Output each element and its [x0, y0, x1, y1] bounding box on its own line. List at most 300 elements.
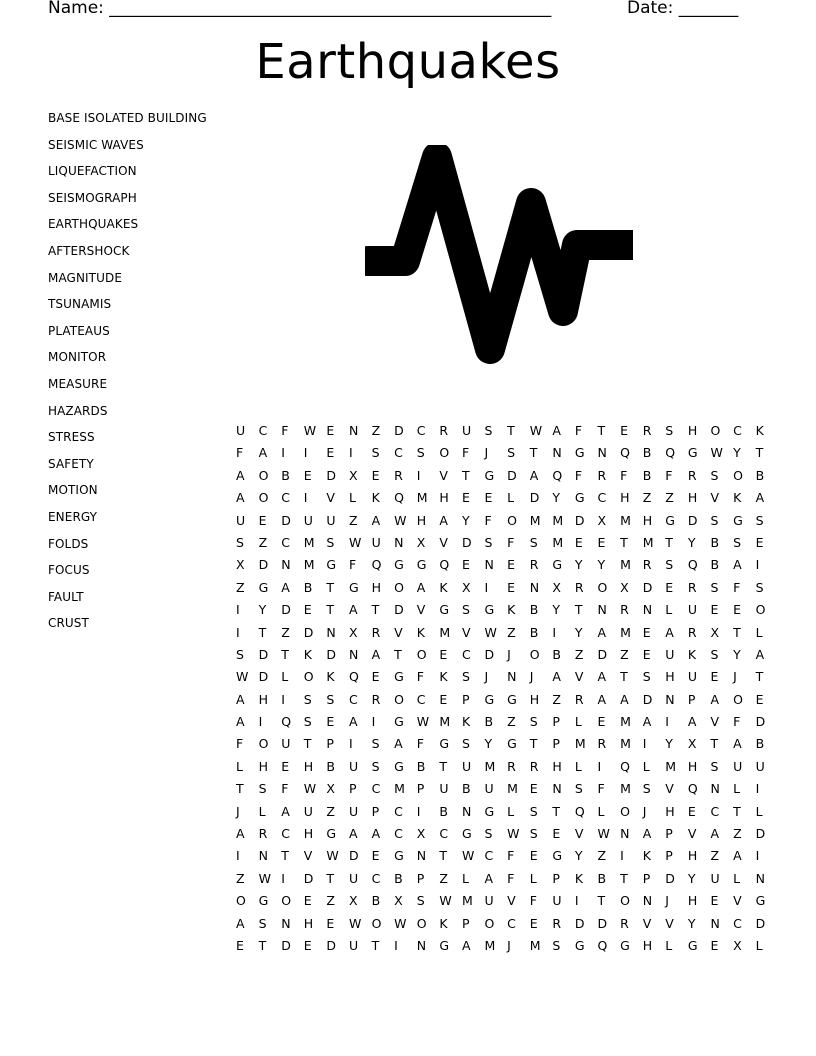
- grid-letter: P: [348, 781, 357, 797]
- grid-letter: U: [348, 870, 359, 886]
- grid-letter: S: [642, 669, 651, 685]
- grid-letter: S: [665, 557, 674, 573]
- grid-letter: S: [461, 669, 470, 685]
- grid-letter: J: [236, 803, 240, 819]
- grid-letter: G: [484, 691, 495, 707]
- grid-letter: S: [529, 826, 538, 842]
- grid-letter: E: [507, 579, 516, 595]
- grid-row: [236, 825, 778, 847]
- grid-letter: N: [665, 691, 675, 707]
- grid-letter: I: [755, 848, 760, 864]
- grid-letter: B: [529, 624, 539, 640]
- grid-letter: S: [484, 826, 493, 842]
- grid-letter: E: [574, 534, 583, 550]
- grid-letter: N: [552, 781, 562, 797]
- grid-letter: E: [687, 803, 696, 819]
- grid-letter: C: [281, 534, 290, 550]
- grid-letter: S: [416, 445, 425, 461]
- grid-letter: N: [620, 826, 630, 842]
- grid-letter: E: [236, 937, 244, 953]
- grid-letter: E: [755, 691, 764, 707]
- grid-letter: E: [303, 467, 312, 483]
- grid-letter: A: [755, 490, 765, 506]
- grid-letter: U: [236, 423, 246, 438]
- grid-letter: M: [303, 557, 315, 573]
- grid-letter: V: [665, 781, 674, 797]
- grid-letter: B: [710, 534, 720, 550]
- word-list-item: HAZARDS: [48, 403, 108, 418]
- grid-letter: P: [416, 781, 425, 797]
- grid-letter: F: [236, 445, 244, 461]
- grid-letter: W: [710, 445, 723, 461]
- grid-letter: C: [484, 848, 494, 864]
- grid-letter: U: [687, 602, 698, 618]
- grid-letter: N: [597, 445, 607, 461]
- grid-letter: M: [642, 534, 654, 550]
- word-list-item: SEISMOGRAPH: [48, 190, 137, 205]
- grid-letter: E: [258, 512, 267, 528]
- grid-letter: D: [303, 870, 314, 886]
- grid-letter: S: [484, 423, 493, 438]
- grid-letter: F: [281, 423, 289, 438]
- grid-letter: T: [394, 646, 402, 662]
- grid-letter: E: [710, 893, 719, 909]
- grid-letter: I: [574, 893, 579, 909]
- grid-letter: G: [484, 803, 495, 819]
- grid-letter: W: [529, 423, 543, 438]
- grid-letter: B: [394, 870, 403, 886]
- grid-letter: P: [461, 915, 470, 931]
- grid-letter: T: [461, 467, 470, 483]
- grid-letter: I: [665, 714, 669, 730]
- grid-letter: R: [574, 579, 584, 595]
- grid-letter: M: [416, 490, 428, 506]
- grid-letter: S: [258, 915, 267, 931]
- grid-letter: S: [710, 467, 719, 483]
- grid-letter: J: [665, 893, 669, 909]
- grid-letter: E: [281, 758, 290, 774]
- grid-letter: Z: [733, 826, 742, 842]
- grid-letter: Y: [687, 534, 696, 550]
- grid-row: [236, 444, 778, 466]
- grid-letter: C: [439, 826, 449, 842]
- grid-letter: A: [710, 691, 720, 707]
- grid-letter: N: [552, 445, 562, 461]
- grid-letter: A: [642, 826, 652, 842]
- grid-letter: K: [687, 646, 697, 662]
- grid-letter: Z: [642, 490, 652, 506]
- grid-letter: A: [642, 714, 652, 730]
- grid-letter: T: [236, 781, 244, 797]
- grid-letter: G: [755, 893, 766, 909]
- grid-letter: C: [710, 803, 720, 819]
- grid-letter: N: [416, 937, 427, 953]
- grid-letter: D: [665, 870, 675, 886]
- grid-letter: B: [416, 758, 426, 774]
- grid-letter: A: [755, 646, 765, 662]
- grid-letter: T: [258, 937, 267, 953]
- grid-letter: J: [733, 669, 737, 685]
- grid-letter: I: [281, 445, 285, 461]
- grid-letter: W: [394, 512, 407, 528]
- grid-letter: F: [416, 736, 424, 752]
- grid-letter: G: [394, 557, 404, 573]
- grid-letter: H: [439, 490, 449, 506]
- grid-letter: T: [597, 423, 606, 438]
- grid-letter: A: [348, 602, 358, 618]
- grid-letter: F: [665, 467, 673, 483]
- grid-letter: O: [733, 691, 743, 707]
- grid-letter: Q: [439, 557, 450, 573]
- grid-letter: E: [371, 669, 380, 685]
- grid-letter: A: [236, 490, 245, 506]
- grid-letter: T: [439, 848, 447, 864]
- grid-letter: H: [642, 937, 653, 953]
- grid-letter: W: [303, 781, 317, 797]
- grid-letter: L: [574, 758, 582, 774]
- grid-letter: P: [665, 848, 673, 864]
- grid-letter: Y: [733, 646, 741, 662]
- grid-letter: U: [303, 803, 313, 819]
- grid-letter: L: [258, 803, 266, 819]
- grid-letter: F: [348, 557, 357, 573]
- grid-letter: K: [439, 915, 448, 931]
- word-list-item: EARTHQUAKES: [48, 217, 139, 232]
- grid-letter: B: [710, 557, 720, 573]
- grid-row: [236, 489, 778, 511]
- grid-letter: Y: [484, 736, 493, 752]
- grid-letter: V: [303, 848, 313, 864]
- grid-letter: S: [529, 534, 538, 550]
- grid-letter: M: [620, 781, 631, 797]
- grid-letter: E: [529, 915, 538, 931]
- grid-letter: P: [642, 870, 651, 886]
- grid-letter: F: [574, 467, 583, 483]
- grid-letter: B: [529, 602, 539, 618]
- grid-letter: T: [326, 602, 335, 618]
- grid-letter: U: [371, 534, 381, 550]
- grid-letter: S: [461, 602, 470, 618]
- grid-letter: D: [348, 848, 359, 864]
- grid-letter: X: [552, 579, 561, 595]
- grid-letter: F: [461, 445, 470, 461]
- grid-row: [236, 870, 778, 892]
- grid-letter: U: [484, 781, 494, 797]
- grid-row: [236, 780, 778, 802]
- grid-letter: V: [416, 602, 426, 618]
- grid-letter: F: [529, 893, 537, 909]
- grid-letter: N: [597, 602, 607, 618]
- grid-letter: X: [348, 467, 358, 483]
- grid-letter: R: [529, 557, 539, 573]
- word-list-item: TSUNAMIS: [48, 297, 112, 312]
- grid-letter: M: [552, 534, 564, 550]
- grid-letter: T: [371, 602, 380, 618]
- grid-letter: I: [394, 937, 398, 953]
- grid-letter: E: [710, 602, 719, 618]
- grid-letter: C: [733, 423, 742, 438]
- grid-letter: D: [281, 512, 291, 528]
- grid-letter: E: [461, 490, 470, 506]
- grid-letter: Q: [620, 758, 630, 774]
- grid-letter: G: [416, 557, 427, 573]
- grid-letter: Z: [326, 803, 335, 819]
- grid-letter: C: [394, 826, 403, 842]
- grid-letter: R: [507, 758, 516, 774]
- grid-letter: E: [371, 467, 380, 483]
- grid-letter: T: [371, 937, 380, 953]
- grid-letter: X: [733, 937, 742, 953]
- grid-letter: A: [733, 848, 742, 864]
- grid-letter: U: [439, 781, 449, 797]
- grid-letter: H: [258, 691, 268, 707]
- grid-letter: A: [665, 624, 674, 640]
- grid-letter: Y: [687, 915, 696, 931]
- grid-letter: Y: [461, 512, 470, 528]
- grid-letter: C: [507, 915, 516, 931]
- grid-letter: O: [439, 445, 450, 461]
- grid-letter: S: [529, 803, 538, 819]
- grid-letter: V: [574, 669, 584, 685]
- grid-letter: D: [258, 669, 269, 685]
- grid-letter: M: [439, 624, 451, 640]
- grid-letter: G: [394, 669, 404, 685]
- grid-letter: T: [620, 669, 628, 685]
- grid-letter: D: [597, 646, 608, 662]
- grid-letter: K: [507, 602, 516, 618]
- grid-letter: H: [303, 826, 314, 842]
- grid-letter: L: [574, 714, 582, 730]
- word-list-item: SEISMIC WAVES: [48, 137, 144, 152]
- grid-letter: E: [597, 534, 606, 550]
- grid-letter: T: [597, 893, 606, 909]
- grid-letter: B: [642, 467, 652, 483]
- grid-letter: T: [439, 758, 447, 774]
- grid-letter: J: [529, 669, 534, 685]
- grid-letter: Q: [597, 937, 608, 953]
- grid-letter: A: [394, 736, 403, 752]
- grid-letter: F: [733, 714, 741, 730]
- grid-letter: M: [665, 758, 677, 774]
- grid-letter: P: [552, 736, 560, 752]
- grid-letter: U: [461, 758, 472, 774]
- grid-letter: T: [710, 736, 719, 752]
- grid-letter: I: [348, 736, 353, 752]
- grid-letter: L: [755, 937, 763, 953]
- grid-letter: N: [755, 870, 766, 886]
- grid-letter: O: [394, 579, 404, 595]
- word-list-item: FAULT: [48, 589, 84, 604]
- grid-letter: M: [484, 758, 496, 774]
- grid-letter: P: [552, 870, 560, 886]
- grid-letter: Z: [348, 512, 358, 528]
- grid-letter: I: [620, 848, 624, 864]
- grid-letter: X: [416, 534, 426, 550]
- grid-letter: B: [303, 579, 313, 595]
- grid-letter: R: [597, 736, 607, 752]
- grid-letter: Y: [552, 602, 560, 618]
- grid-letter: J: [484, 445, 489, 461]
- grid-letter: A: [416, 579, 426, 595]
- grid-letter: C: [371, 781, 381, 797]
- grid-letter: M: [394, 781, 405, 797]
- word-list: [48, 110, 207, 642]
- grid-letter: Z: [326, 893, 335, 909]
- grid-letter: L: [642, 758, 650, 774]
- grid-letter: B: [484, 714, 494, 730]
- grid-letter: E: [439, 646, 448, 662]
- grid-letter: S: [461, 736, 470, 752]
- grid-letter: V: [733, 893, 742, 909]
- grid-letter: S: [303, 691, 312, 707]
- grid-row: [236, 646, 778, 668]
- grid-letter: A: [236, 691, 245, 707]
- grid-letter: A: [371, 512, 381, 528]
- grid-letter: E: [642, 624, 651, 640]
- grid-letter: E: [303, 937, 312, 953]
- grid-letter: U: [755, 758, 765, 774]
- grid-letter: H: [642, 512, 653, 528]
- grid-letter: N: [258, 848, 268, 864]
- word-list-item: MOTION: [48, 483, 98, 498]
- grid-letter: Z: [507, 714, 516, 730]
- grid-letter: G: [439, 602, 450, 618]
- grid-letter: M: [620, 714, 631, 730]
- grid-letter: E: [326, 714, 335, 730]
- grid-letter: Q: [552, 467, 563, 483]
- grid-letter: D: [303, 624, 314, 640]
- grid-letter: U: [326, 512, 336, 528]
- grid-letter: O: [258, 736, 269, 752]
- grid-letter: N: [642, 893, 653, 909]
- grid-letter: V: [642, 915, 652, 931]
- grid-letter: S: [710, 579, 719, 595]
- grid-row: [236, 892, 778, 914]
- grid-letter: I: [642, 736, 647, 752]
- grid-letter: L: [597, 803, 605, 819]
- grid-letter: D: [281, 937, 291, 953]
- grid-letter: G: [326, 826, 337, 842]
- grid-letter: K: [439, 669, 448, 685]
- grid-letter: L: [665, 937, 673, 953]
- grid-letter: A: [236, 714, 245, 730]
- grid-letter: R: [258, 826, 268, 842]
- grid-letter: Z: [439, 870, 448, 886]
- grid-letter: I: [258, 714, 263, 730]
- grid-letter: C: [416, 423, 426, 438]
- grid-letter: L: [236, 758, 243, 774]
- grid-letter: S: [371, 445, 380, 461]
- grid-letter: A: [439, 512, 448, 528]
- grid-letter: S: [552, 937, 561, 953]
- grid-letter: D: [394, 423, 404, 438]
- grid-letter: W: [303, 423, 317, 438]
- word-list-item: MAGNITUDE: [48, 270, 123, 285]
- grid-letter: W: [484, 624, 497, 640]
- grid-letter: A: [597, 691, 607, 707]
- grid-letter: S: [529, 714, 538, 730]
- grid-letter: H: [552, 758, 562, 774]
- grid-letter: S: [507, 445, 516, 461]
- grid-letter: N: [394, 534, 404, 550]
- grid-letter: B: [642, 445, 652, 461]
- grid-letter: T: [733, 624, 741, 640]
- grid-letter: Z: [281, 624, 290, 640]
- grid-letter: T: [303, 736, 312, 752]
- grid-letter: V: [574, 826, 584, 842]
- grid-letter: E: [303, 893, 312, 909]
- grid-row: [236, 735, 778, 757]
- grid-letter: U: [303, 512, 313, 528]
- grid-letter: Y: [665, 736, 673, 752]
- grid-letter: Q: [665, 445, 676, 461]
- grid-row: [236, 937, 778, 959]
- grid-letter: M: [620, 624, 631, 640]
- grid-letter: N: [529, 579, 540, 595]
- grid-letter: D: [642, 691, 653, 707]
- grid-letter: X: [326, 781, 335, 797]
- grid-letter: A: [281, 579, 290, 595]
- grid-letter: D: [642, 579, 653, 595]
- grid-letter: X: [348, 624, 358, 640]
- grid-letter: V: [665, 915, 674, 931]
- grid-letter: W: [348, 534, 362, 550]
- grid-letter: E: [326, 445, 335, 461]
- grid-letter: U: [348, 803, 359, 819]
- grid-letter: P: [371, 803, 380, 819]
- grid-letter: G: [258, 893, 269, 909]
- grid-letter: A: [236, 915, 245, 931]
- grid-letter: F: [733, 579, 741, 595]
- grid-letter: M: [574, 736, 586, 752]
- grid-letter: O: [258, 490, 269, 506]
- grid-letter: I: [303, 490, 308, 506]
- grid-letter: F: [416, 669, 424, 685]
- grid-letter: S: [710, 512, 719, 528]
- grid-letter: M: [507, 781, 518, 797]
- grid-letter: F: [281, 781, 289, 797]
- grid-letter: Z: [258, 534, 268, 550]
- grid-letter: H: [416, 512, 427, 528]
- grid-letter: U: [348, 937, 359, 953]
- word-list-item: STRESS: [48, 430, 95, 445]
- grid-letter: G: [461, 826, 472, 842]
- grid-letter: Y: [574, 624, 583, 640]
- grid-letter: R: [552, 915, 561, 931]
- grid-letter: O: [416, 646, 427, 662]
- grid-letter: O: [620, 893, 630, 909]
- grid-letter: T: [755, 445, 764, 461]
- grid-letter: Q: [687, 557, 698, 573]
- grid-letter: M: [620, 736, 631, 752]
- grid-letter: R: [642, 423, 652, 438]
- grid-letter: D: [574, 915, 585, 931]
- grid-letter: W: [394, 915, 407, 931]
- grid-letter: P: [461, 691, 470, 707]
- grid-letter: B: [755, 467, 765, 483]
- grid-letter: I: [597, 758, 602, 774]
- grid-letter: I: [755, 781, 760, 797]
- grid-letter: Y: [574, 848, 583, 864]
- grid-letter: L: [755, 803, 763, 819]
- grid-letter: K: [326, 669, 335, 685]
- grid-letter: E: [710, 937, 719, 953]
- grid-letter: A: [552, 423, 561, 438]
- grid-letter: E: [326, 423, 335, 438]
- grid-letter: O: [710, 423, 721, 438]
- grid-letter: O: [281, 893, 292, 909]
- grid-letter: O: [755, 602, 766, 618]
